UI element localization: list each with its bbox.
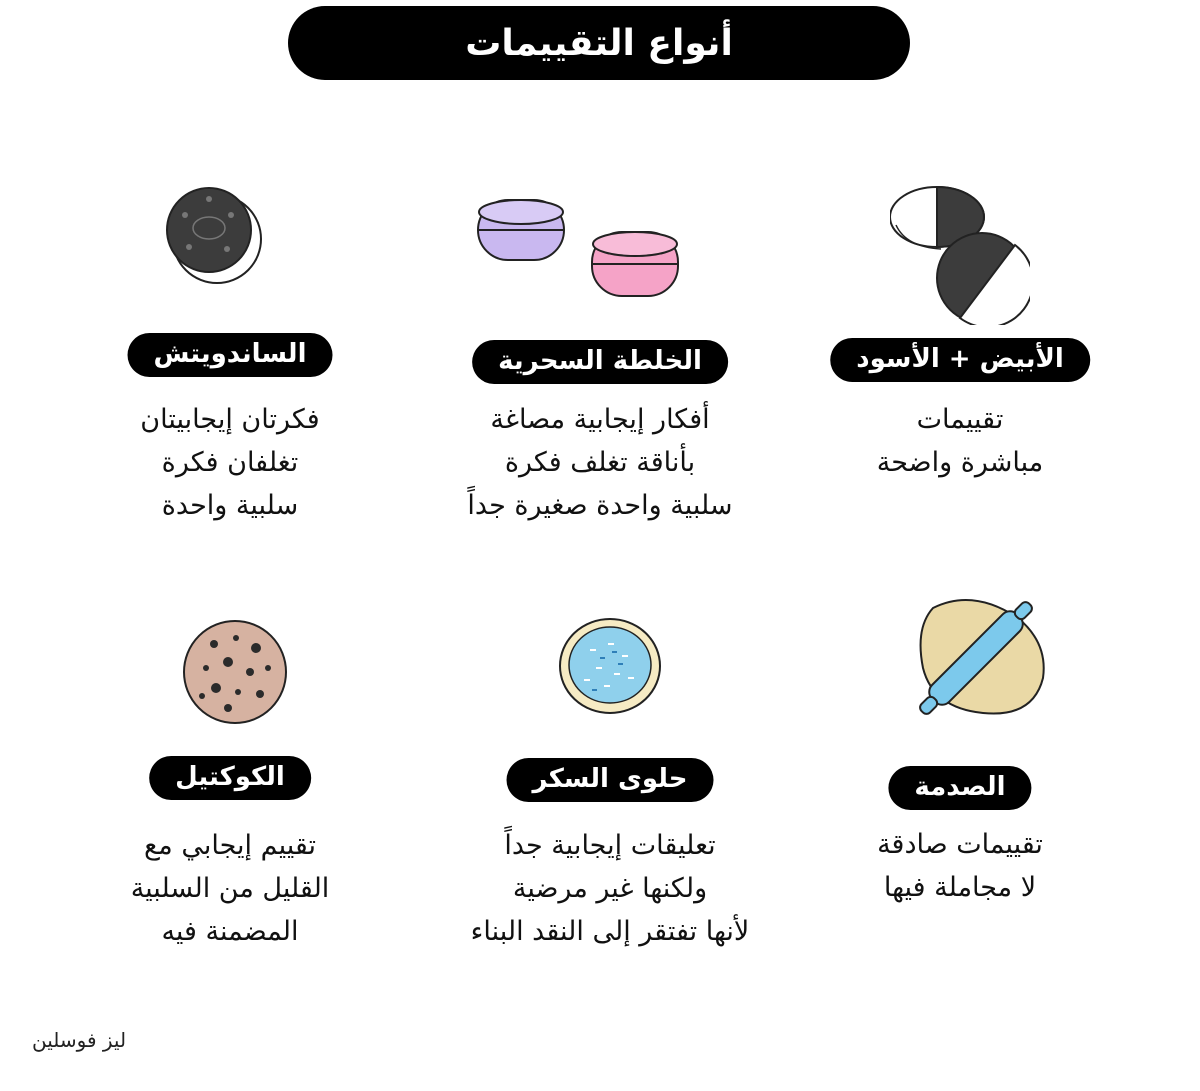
card-description: أفكار إيجابية مصاغة بأناقة تغلف فكرة سلبية واحدة صغيرة جداً [467, 404, 733, 521]
card-sandwich [50, 180, 410, 520]
card-label: الأبيض + الأسود [830, 338, 1090, 382]
card-label: الصدمة [888, 766, 1031, 810]
card-description: فكرتان إيجابيتان تغلفان فكرة سلبية واحدة [140, 404, 320, 521]
page-title: أنواع التقييمات [288, 6, 910, 80]
card-cocktail [50, 610, 410, 950]
sandwich-cookie-icon [165, 185, 265, 290]
author-credit: ليز فوسلين [32, 1028, 127, 1052]
macarons-icon [475, 192, 690, 302]
rolling-pin-dough-icon [908, 590, 1048, 725]
card-label: الساندويتش [128, 333, 333, 377]
card-magic-mix [420, 180, 780, 530]
card-label: الكوكتيل [149, 756, 311, 800]
card-description: تقييمات مباشرة واضحة [876, 404, 1044, 478]
card-description: تقييمات صادقة لا مجاملة فيها [877, 829, 1043, 903]
black-white-cookies-icon [890, 185, 1030, 325]
chocolate-chip-cookie-icon [180, 618, 290, 726]
card-sugar-candy [430, 610, 790, 950]
card-description: تعليقات إيجابية جداً ولكنها غير مرضية لأنها تفتقر إلى النقد البناء [470, 830, 750, 947]
sugar-cookie-icon [556, 615, 664, 717]
card-label: الخلطة السحرية [472, 340, 728, 384]
card-description: تقييم إيجابي مع القليل من السلبية المضمنة فيه [130, 830, 330, 947]
card-shock [780, 590, 1140, 910]
card-label: حلوى السكر [507, 758, 714, 802]
card-black-white [780, 180, 1140, 510]
